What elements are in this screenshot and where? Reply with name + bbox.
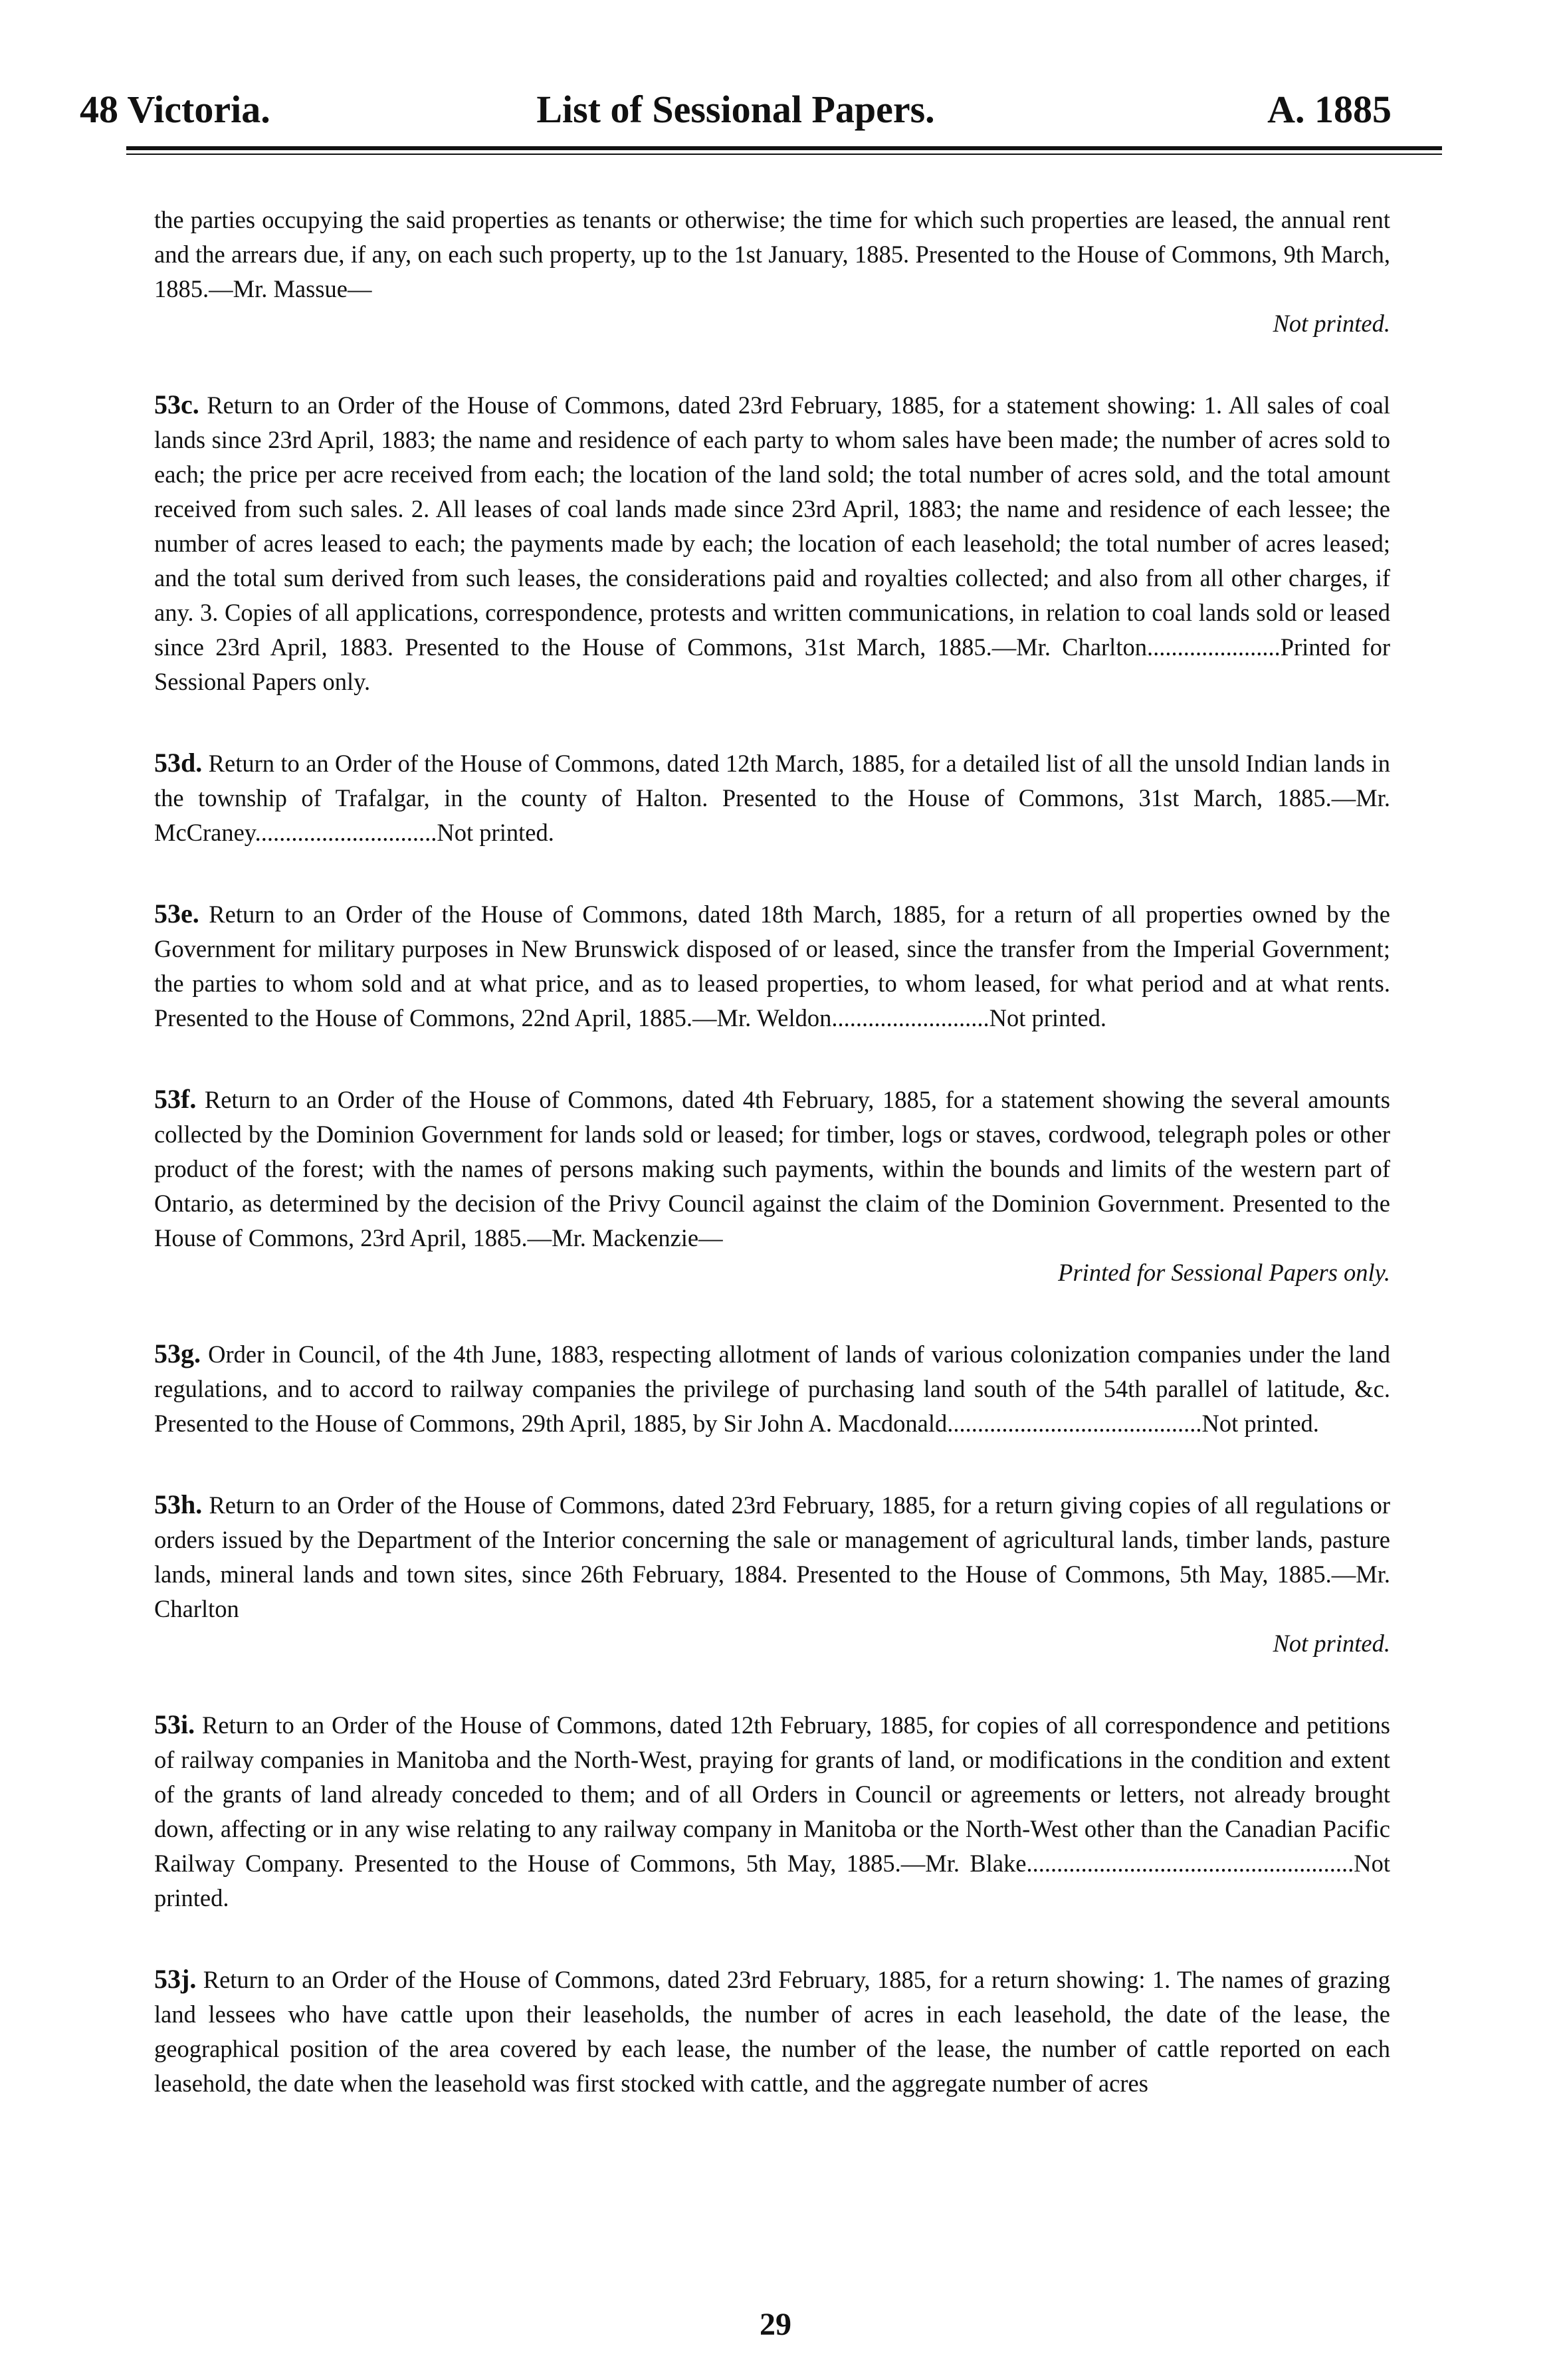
header-rule-thin bbox=[126, 154, 1442, 155]
entry-number: 53g. bbox=[154, 1339, 201, 1368]
entry-continued bbox=[154, 203, 1390, 341]
entry-text: Return to an Order of the House of Commons, dated 12th February, 1885, for copies of all correspondence and petitions of railway companies in Manitoba and the North-West, praying for grants of land, or modifications in the condition and extent of the grants of land already conceded to them; and of all Orders in Council or agreements or letters, not already brought down, affecting or in any wise relating to any railway company in Manitoba or the North-West other than the Canadian Pacific Railway Company. Presented to the House of Commons, 5th May, 1885.—Mr. Blake......................................................Not printed. bbox=[154, 1711, 1391, 1911]
document-body bbox=[154, 203, 1390, 2147]
header-series-year: A. 1885 bbox=[1267, 88, 1392, 131]
entry-text: Return to an Order of the House of Commons, dated 23rd February, 1885, for a return giving copies of all regulations or orders issued by the Department of the Interior concerning the sale or management of agricultural lands, timber lands, pasture lands, mineral lands and town sites, since 26th February, 1884. Presented to the House of Commons, 5th May, 1885.—Mr. Charlton bbox=[154, 1491, 1390, 1622]
entry-53i bbox=[154, 1707, 1390, 1915]
entry-number: 53f. bbox=[154, 1084, 197, 1114]
entry-number: 53c. bbox=[154, 389, 199, 419]
entry-text: Return to an Order of the House of Commons, dated 23rd February, 1885, for a statement showing: 1. All sales of coal lands since 23rd April, 1883; the name and residence of each party to whom sales have been made; the number of acres sold to each; the price per acre received from each; the location of the land sold; the total number of acres sold, and the total amount received from such sales. 2. All leases of coal lands made since 23rd April, 1883; the name and residence of each lessee; the number of acres leased to each; the payments made by each; the location of each leasehold; the total number of acres leased; and the total sum derived from such leases, the considerations paid and royalties collected; and also from all other charges, if any. 3. Copies of all applications, correspondence, protests and written communications, in relation to coal lands sold or leased since 23rd April, 1883. Presented to the House of Commons, 31st March, 1885.—Mr. Charlton......................Printed for Sessional Papers only. bbox=[154, 391, 1391, 695]
entry-number: 53h. bbox=[154, 1489, 203, 1519]
entry-number: 53i. bbox=[154, 1709, 195, 1739]
entry-53g bbox=[154, 1337, 1390, 1441]
entry-number: 53j. bbox=[154, 1964, 197, 1994]
entry-text: Return to an Order of the House of Commons, dated 23rd February, 1885, for a return showing: 1. The names of grazing land lessees who have cattle upon their leaseholds, the number of acres in each leasehold, the date of the lease, the geographical position of the area covered by each lease, the number of the lease, the number of cattle reported on each leasehold, the date when the leasehold was first stocked with cattle, and the aggregate number of acres bbox=[154, 1966, 1390, 2097]
entry-53e bbox=[154, 897, 1390, 1035]
entry-text: Return to an Order of the House of Commons, dated 12th March, 1885, for a detailed list of all the unsold Indian lands in the township of Trafalgar, in the county of Halton. Presented to the House of Commons, 31st March, 1885.—Mr. McCraney..............................Not printed. bbox=[154, 750, 1390, 846]
entry-53c bbox=[154, 387, 1390, 699]
entry-text: the parties occupying the said properties as tenants or otherwise; the time for which such properties are leased, the annual rent and the arrears due, if any, on each such property, up to the 1st January, 1885. Presented to the House of Commons, 9th March, 1885.—Mr. Massue— bbox=[154, 206, 1390, 302]
page-number: 29 bbox=[760, 2307, 791, 2342]
entry-text: Return to an Order of the House of Commons, dated 18th March, 1885, for a return of all properties owned by the Government for military purposes in New Brunswick disposed of or leased, since the transfer from the Imperial Government; the parties to whom sold and at what price, and as to leased properties, to whom leased, for what period and at what rents. Presented to the House of Commons, 22nd April, 1885.—Mr. Weldon..........................Not printed. bbox=[154, 901, 1391, 1031]
entry-text: Return to an Order of the House of Commons, dated 4th February, 1885, for a statement showing the several amounts collected by the Dominion Government for lands sold or leased; for timber, logs or staves, cordwood, telegraph poles or other product of the forest; with the names of persons making such payments, within the bounds and limits of the western part of Ontario, as determined by the decision of the Privy Council against the claim of the Dominion Government. Presented to the House of Commons, 23rd April, 1885.—Mr. Mackenzie— bbox=[154, 1086, 1390, 1251]
entry-status: Not printed. bbox=[1273, 1630, 1390, 1657]
running-head bbox=[80, 83, 1392, 136]
entry-number: 53e. bbox=[154, 899, 199, 928]
entry-53j bbox=[154, 1962, 1390, 2101]
header-rule bbox=[126, 146, 1442, 150]
entry-53d bbox=[154, 746, 1390, 850]
entry-number: 53d. bbox=[154, 748, 203, 778]
header-regnal-year: 48 Victoria. bbox=[80, 88, 270, 131]
entry-status: Printed for Sessional Papers only. bbox=[1058, 1259, 1390, 1286]
header-title: List of Sessional Papers. bbox=[536, 88, 935, 131]
entry-text: Order in Council, of the 4th June, 1883, respecting allotment of lands of various colonization companies under the land regulations, and to accord to railway companies the privilege of purchasing land south of the 54th parallel of latitude, &c. Presented to the House of Commons, 29th April, 1885, by Sir John A. Macdonald..........................................Not printed. bbox=[154, 1341, 1391, 1437]
entry-53f bbox=[154, 1082, 1390, 1290]
entry-53h bbox=[154, 1487, 1390, 1661]
entry-status: Not printed. bbox=[1273, 310, 1390, 337]
